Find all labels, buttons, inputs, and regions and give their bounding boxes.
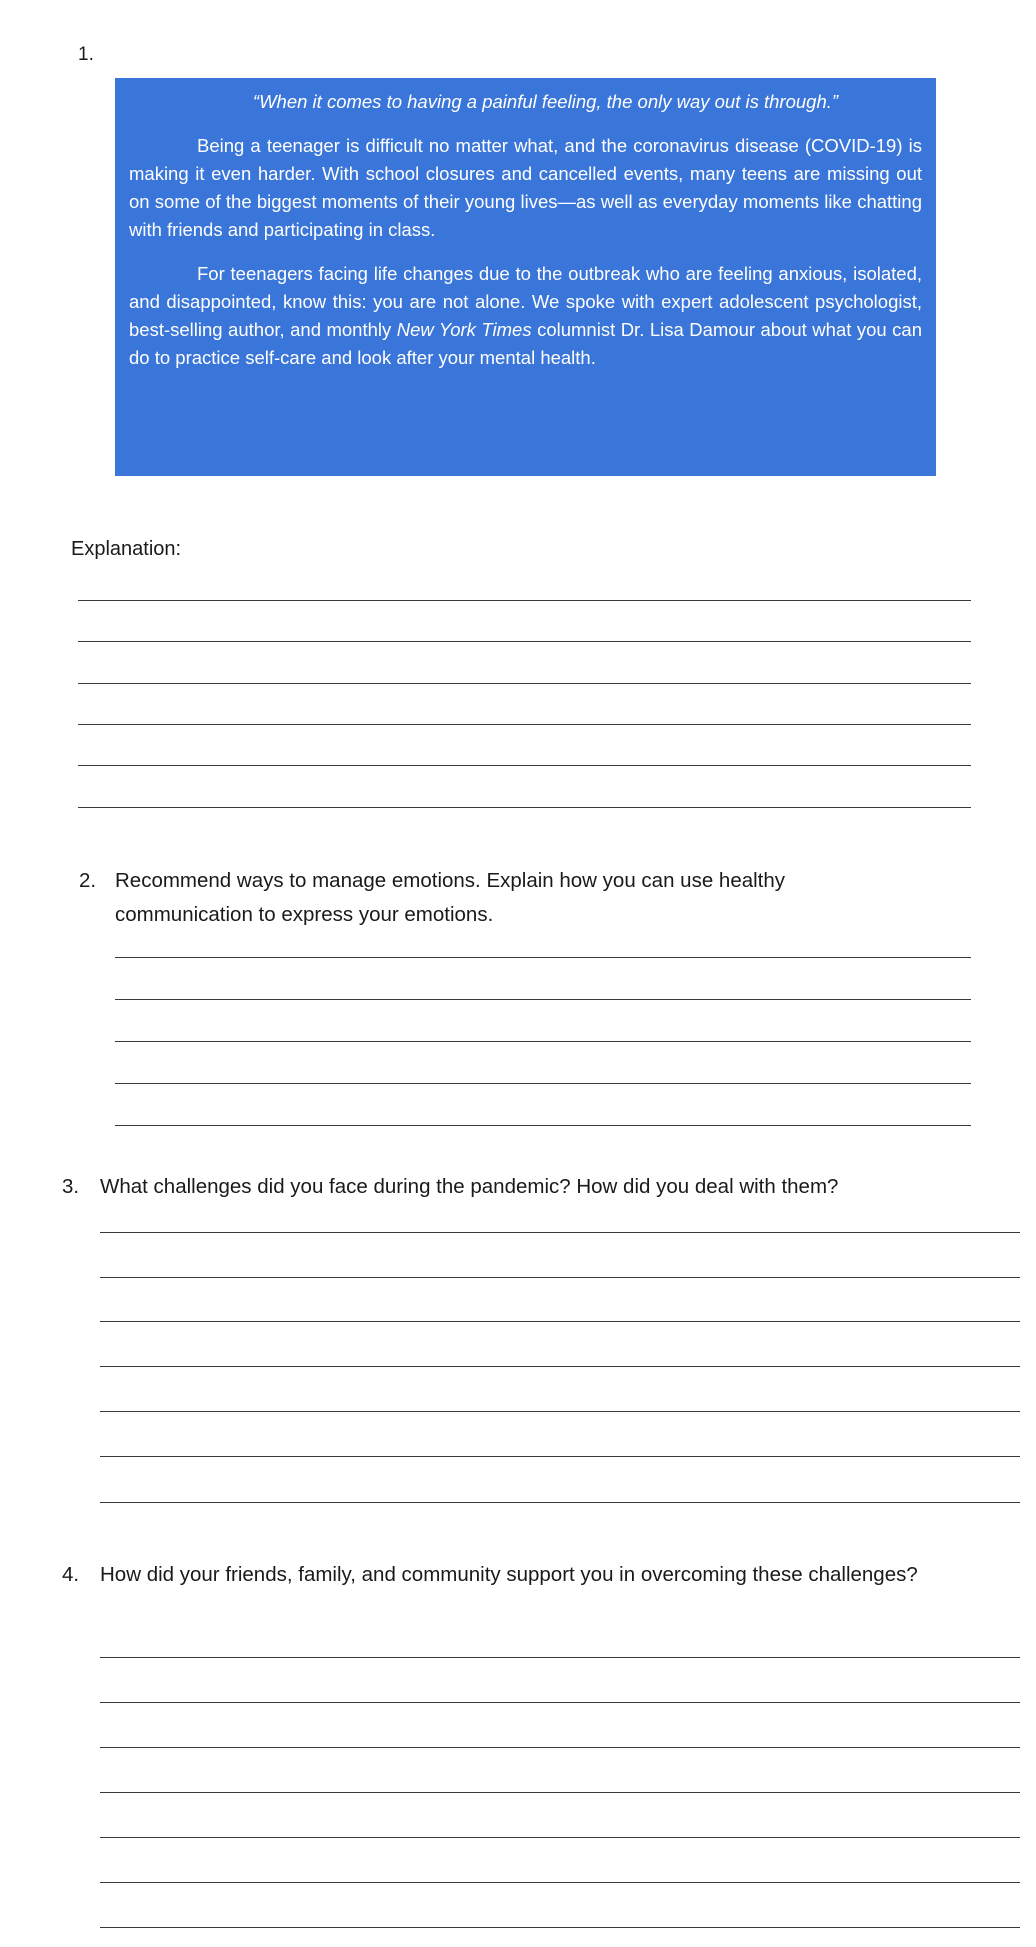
question-2-number: 2.	[79, 869, 97, 892]
answer-line[interactable]	[78, 641, 971, 642]
quote-paragraph-2-start: For teenagers facing life changes due to the outbreak who are feeling anxious, isolated, and disappointed, know this: you are not alone. We spoke with expert adolescent psychologist, best-selling author, and monthly	[129, 263, 922, 340]
question-3-number: 3.	[62, 1175, 80, 1198]
answer-line[interactable]	[100, 1456, 1020, 1457]
quote-box	[115, 78, 936, 476]
explanation-label: Explanation:	[71, 538, 182, 560]
quote-paragraph-2-end: columnist Dr. Lisa Damour about what you can do to practice self-care and look after your mental health.	[129, 319, 922, 368]
answer-line[interactable]	[78, 600, 971, 601]
answer-line[interactable]	[100, 1702, 1020, 1703]
answer-line[interactable]	[78, 724, 971, 725]
question-4-text: How did your friends, family, and community support you in overcoming these challenges?	[100, 1563, 918, 1586]
quote-paragraph-2	[129, 260, 922, 372]
answer-line[interactable]	[78, 765, 971, 766]
answer-line[interactable]	[115, 1125, 971, 1126]
answer-line[interactable]	[100, 1927, 1020, 1928]
answer-line[interactable]	[100, 1747, 1020, 1748]
answer-line[interactable]	[100, 1277, 1020, 1278]
question-1-number: 1.	[78, 44, 94, 65]
answer-line[interactable]	[78, 807, 971, 808]
answer-line[interactable]	[115, 957, 971, 958]
answer-line[interactable]	[100, 1502, 1020, 1503]
answer-line[interactable]	[100, 1837, 1020, 1838]
publication-name: New York Times	[396, 319, 532, 340]
answer-line[interactable]	[115, 999, 971, 1000]
quote-paragraph-1: Being a teenager is difficult no matter what, and the coronavirus disease (COVID-19) is making it even harder. With school closures and cancelled events, many teens are missing out on some of the biggest moments of their young lives—as well as everyday moments like chatting with friends and participating in class.	[129, 135, 922, 240]
question-4-number: 4.	[62, 1563, 80, 1586]
answer-line[interactable]	[115, 1041, 971, 1042]
answer-line[interactable]	[100, 1411, 1020, 1412]
answer-line[interactable]	[100, 1232, 1020, 1233]
quote-text: “When it comes to having a painful feeling, the only way out is through.”	[252, 91, 839, 112]
answer-line[interactable]	[100, 1882, 1020, 1883]
question-3-text: What challenges did you face during the pandemic? How did you deal with them?	[100, 1175, 839, 1198]
answer-line[interactable]	[100, 1366, 1020, 1367]
answer-line[interactable]	[78, 683, 971, 684]
question-2-text: Recommend ways to manage emotions. Explain how you can use healthy communication to express your emotions.	[115, 869, 786, 926]
answer-line[interactable]	[115, 1083, 971, 1084]
answer-line[interactable]	[100, 1657, 1020, 1658]
answer-line[interactable]	[100, 1792, 1020, 1793]
answer-line[interactable]	[100, 1321, 1020, 1322]
